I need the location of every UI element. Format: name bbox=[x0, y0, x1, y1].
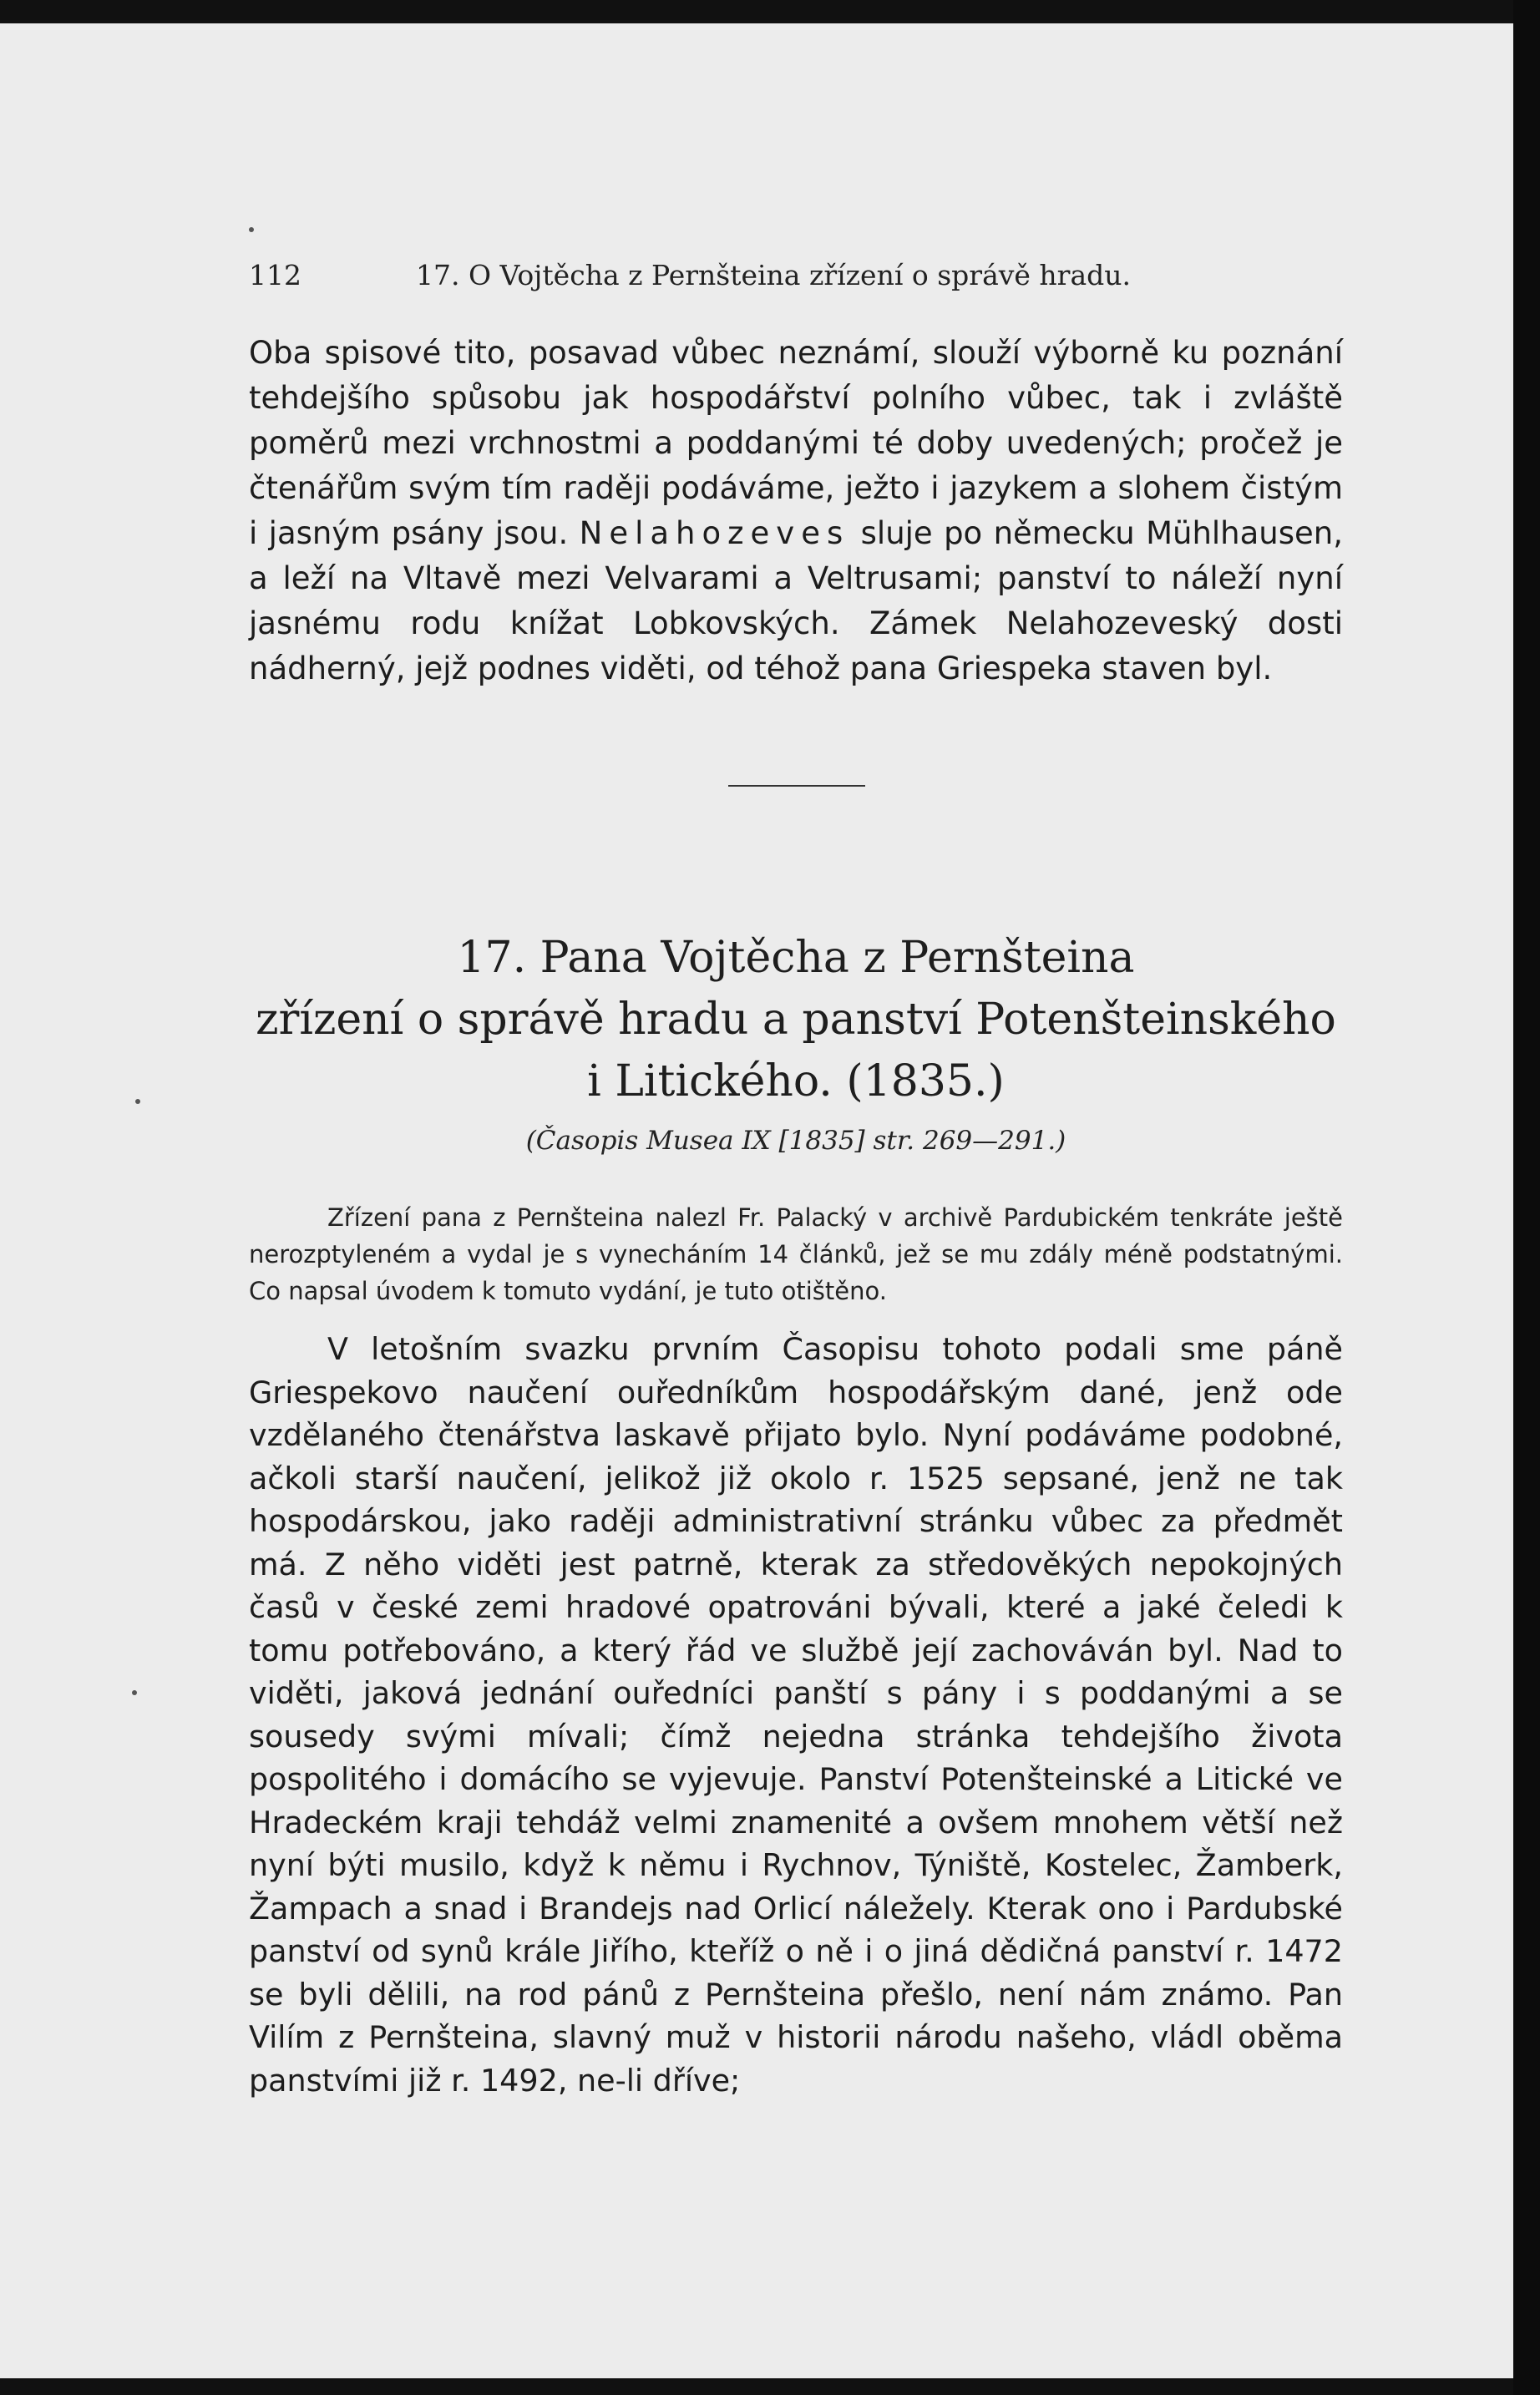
chapter-title-line-1: 17. Pana Vojtěcha z Pernšteina bbox=[457, 933, 1135, 983]
scan-speck bbox=[132, 1690, 137, 1695]
spaced-place-name: Nelahozeves bbox=[579, 515, 850, 551]
intro-text-before: Oba spisové tito, posavad vůbec neznámí, slouží výborně ku poznání tehdejšího spůsobu jak hospodářství polního vůbec, tak i zvláště poměrů mezi vrchnostmi a poddanými té doby uvedených; pročež je čtenářům svým tím raději podáváme, ježto i jazykem a slohem čistým i jasným psány jsou. bbox=[249, 335, 1343, 551]
running-title: 17. O Vojtěcha z Pernšteina zřízení o správě hradu. bbox=[416, 259, 1131, 291]
chapter-title-line-3: i Litického. (1835.) bbox=[587, 1056, 1005, 1106]
running-header bbox=[249, 259, 1343, 291]
section-divider bbox=[728, 785, 865, 787]
chapter-title-line-2: zřízení o správě hradu a panství Potenšteinského bbox=[256, 995, 1336, 1045]
page-number: 112 bbox=[249, 259, 301, 291]
chapter-title bbox=[249, 927, 1343, 1112]
source-citation: (Časopis Musea IX [1835] str. 269—291.) bbox=[525, 1126, 1066, 1156]
intro-text-after: sluje po německu Mühlhausen, a leží na Vltavě mezi Velvarami a Veltrusami; panství to náleží nyní jasnému rodu knížat Lobkovských. Zámek Nelahozeveský dosti nádherný, jejž podnes viděti, od téhož pana Griespeka staven byl. bbox=[249, 515, 1343, 686]
editor-note: Zřízení pana z Pernšteina nalezl Fr. Palacký v archivě Pardubickém tenkráte ještě nerozptyleném a vydal je s vynecháním 14 článků, jež se mu zdály méně podstatnými. Co napsal úvodem k tomuto vydání, je tuto otištěno. bbox=[249, 1203, 1343, 1305]
main-paragraph: V letošním svazku prvním Časopisu tohoto podali sme páně Griespekovo naučení ouředníkům hospodářským dané, jenž ode vzdělaného čtenářstva laskavě přijato bylo. Nyní podáváme podobné, ačkoli starší naučení, jelikož již okolo r. 1525 sepsané, jenž ne tak hospodárskou, jako raději administrativní stránku vůbec za předmět má. Z něho viděti jest patrně, kterak za středověkých nepokojných časů v české zemi hradové opatrováni bývali, které a jaké čeledi k tomu potřebováno, a který řád ve službě její zachováván byl. Nad to viděti, jaková jednání ouředníci panští s pány i s poddanými a se sousedy svými mívali; čímž nejedna stránka tehdejšího života pospolitého i domácího se vyjevuje. Panství Potenšteinské a Litické ve Hradeckém kraji tehdáž velmi znamenité a ovšem mnohem větší než nyní býti musilo, když k němu i Rychnov, Týniště, Kostelec, Žamberk, Žampach a snad i Brandejs nad Orlicí náležely. Kterak ono i Pardubské panství od synů krále Jiřího, kteříž o ně i o jiná dědičná panství r. 1472 se byli dělili, na rod pánů z Pernšteina přešlo, není nám známo. Pan Vilím z Pernšteina, slavný muž v historii národu našeho, vládl oběma panstvími již r. 1492, ne-li dříve; bbox=[249, 1331, 1343, 2099]
scan-border bbox=[1513, 0, 1540, 2395]
book-page bbox=[0, 23, 1513, 2378]
scan-speck bbox=[135, 1099, 140, 1104]
intro-paragraph bbox=[249, 331, 1343, 691]
scan-speck bbox=[249, 227, 254, 232]
